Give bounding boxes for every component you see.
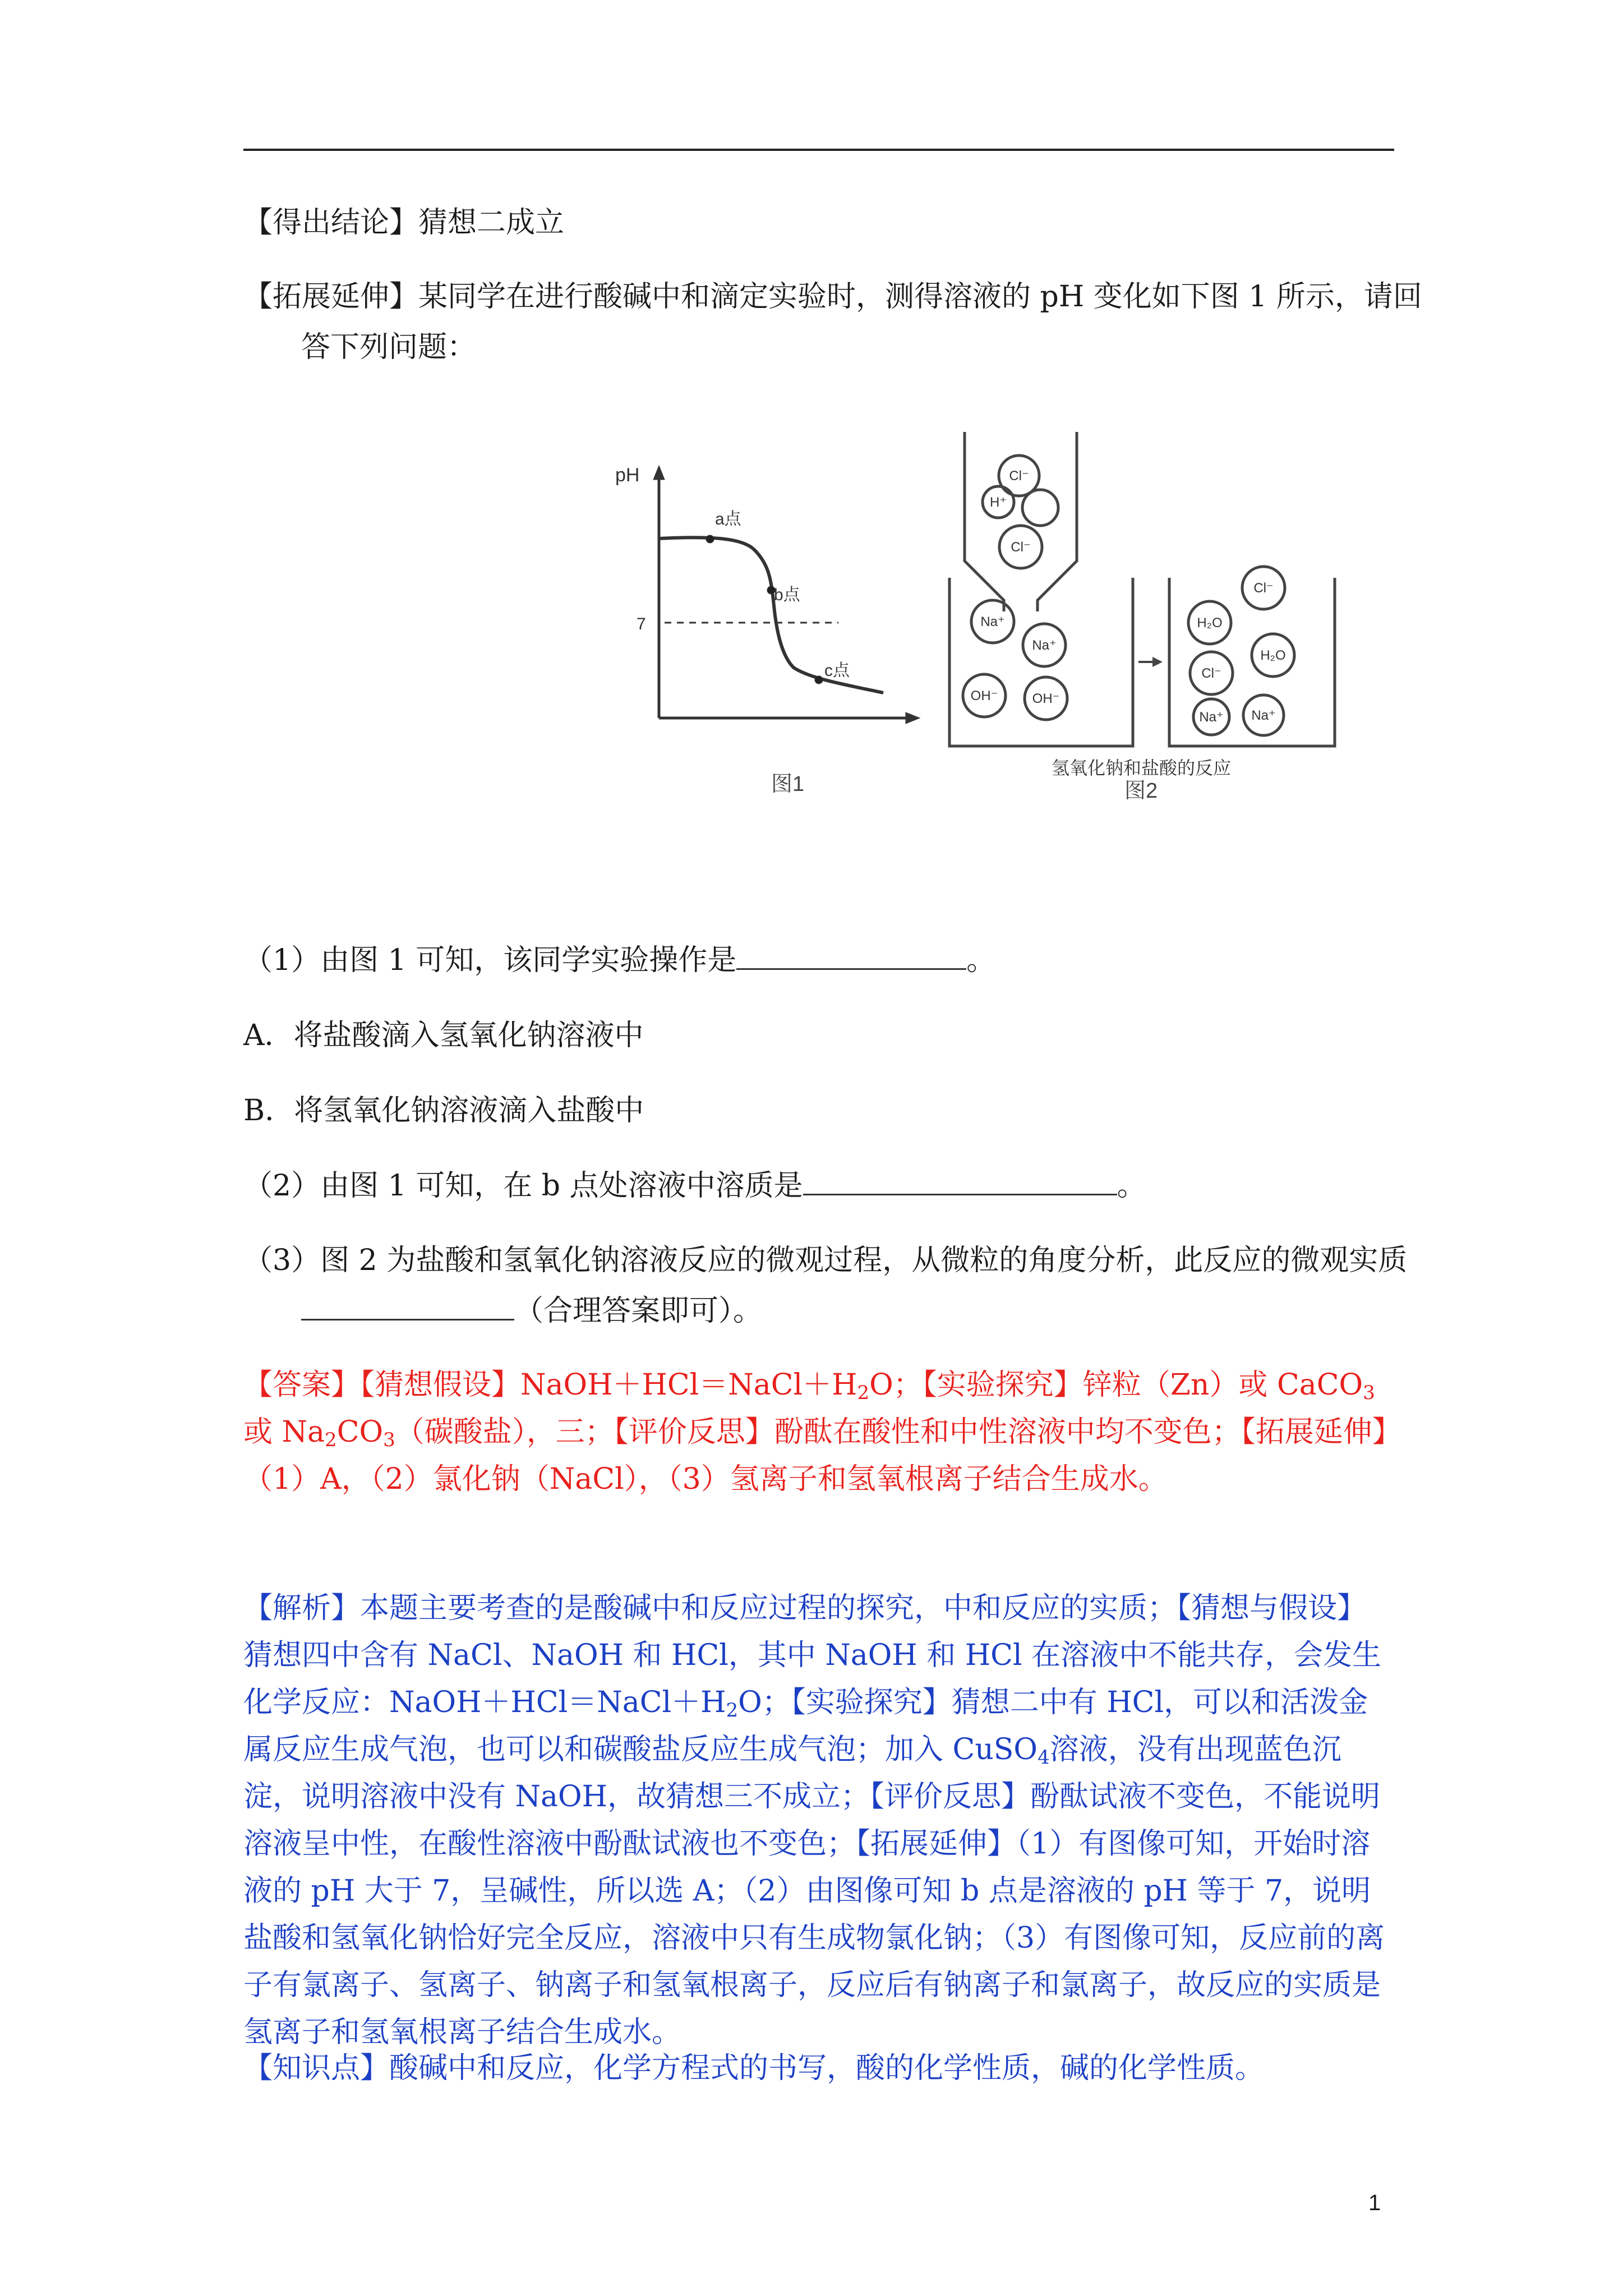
question-2: （2）由图 1 可知，在 b 点处溶液中溶质是 。	[243, 1162, 1146, 1209]
question-3-line1: （3）图 2 为盐酸和氢氧化钠溶液反应的微观过程，从微粒的角度分析，此反应的微观实质	[243, 1244, 1408, 1277]
knowledge-point: 【知识点】酸碱中和反应，化学方程式的书写，酸的化学性质，碱的化学性质。	[243, 2051, 1265, 2085]
ph7-label: 7	[637, 615, 646, 633]
header-rule	[243, 149, 1394, 151]
point-b-label: b点	[774, 586, 800, 604]
point-a-label: a点	[715, 510, 741, 528]
beaker2-ion-1: H₂O	[1197, 615, 1223, 631]
question-1: （1）由图 1 可知，该同学实验操作是 。	[243, 937, 995, 984]
dropper-ion-1: Cl⁻	[1009, 468, 1029, 484]
extension-line2: 答下列问题：	[301, 330, 477, 364]
beaker1-ion-1: Na⁺	[980, 614, 1005, 629]
fig1-caption: 图1	[771, 772, 805, 796]
extension-line1: 【拓展延伸】某同学在进行酸碱中和滴定实验时，测得溶液的 pH 变化如下图 1 所示，请回	[243, 280, 1422, 314]
beaker1-ion-3: OH⁻	[970, 688, 998, 703]
dropper-ion-2: H⁺	[990, 495, 1007, 510]
option-b: B．将氢氧化钠溶液滴入盐酸中	[243, 1094, 644, 1128]
beaker2-ion-4: H₂O	[1260, 648, 1286, 663]
beaker2-ion-2: Cl⁻	[1253, 581, 1274, 596]
beaker2-ion-5: Na⁺	[1199, 710, 1224, 725]
conclusion: 【得出结论】猜想二成立	[243, 206, 565, 240]
fig2-reaction	[949, 432, 1335, 746]
page-number: 1	[1368, 2191, 1381, 2215]
beaker1-ion-2: Na⁺	[1032, 638, 1057, 653]
ph-and-reaction-figure	[603, 409, 1354, 825]
analysis-block: 【解析】本题主要考查的是酸碱中和反应过程的探究，中和反应的实质；【猜想与假设】猜想四中含有 NaCl、NaOH 和 HCl，其中 NaOH 和 HCl 在溶液中不能共存，会发生化学反应：$NaOH+HCl=NaCl+H_2O$；【实验探究】猜想二中有 HCl，可以和活泼金属反应生成气泡，也可以和碳酸盐反应生成气泡；加入 CuSO$_4$溶液，没有出现蓝色沉淀，说明溶液中没有 NaOH，故猜想三不成立；【评价反思】酚酞试液不变色，不能说明溶液呈中性，在酸性溶液中酚酞试液也不变色；【拓展延伸】（1）有图像可知，开始时溶液的 pH 大于 7，呈碱性，所以选 A；（2）由图像可知 b 点是溶液的 pH 等于 7，说明盐酸和氢氧化钠恰好完全反应，溶液中只有生成物氯化钠；（3）有图像可知，反应前的离子有氯离子、氢离子、钠离子和氢氧根离子，反应后有钠离子和氯离子，故反应的实质是氢离子和氢氧根离子结合生成水。	[243, 1591, 1385, 2049]
answer-blank-3[interactable]	[301, 1291, 514, 1320]
y-axis-label: pH	[615, 464, 640, 486]
answer-block: 【答案】【猜想假设】$NaOH+HCl=NaCl+H_2O$；【实验探究】锌粒（Zn）或 CaCO$_3$ 或 $Na_2CO_3$（碳酸盐），三；【评价反思】酚酞在酸性和中性溶液中均不变色；【拓展延伸】（1）A，（2）氯化钠（NaCl），（3）氢离子和氢氧根离子结合生成水。	[243, 1368, 1387, 1496]
beaker2-ion-6: Na⁺	[1251, 708, 1276, 723]
beaker2-ion-3: Cl⁻	[1201, 666, 1221, 681]
option-a: A．将盐酸滴入氢氧化钠溶液中	[243, 1019, 644, 1052]
fig2-label: 氢氧化钠和盐酸的反应	[1051, 758, 1232, 778]
answer-blank-1[interactable]	[736, 940, 966, 970]
beaker1-ion-4: OH⁻	[1032, 691, 1060, 706]
dropper-ion-3: Cl⁻	[1011, 540, 1031, 555]
fig2-caption: 图2	[1124, 779, 1158, 803]
answer-blank-2[interactable]	[803, 1166, 1117, 1195]
point-c-label: c点	[824, 661, 850, 680]
question-3-line2: （合理答案即可）。	[301, 1287, 762, 1335]
